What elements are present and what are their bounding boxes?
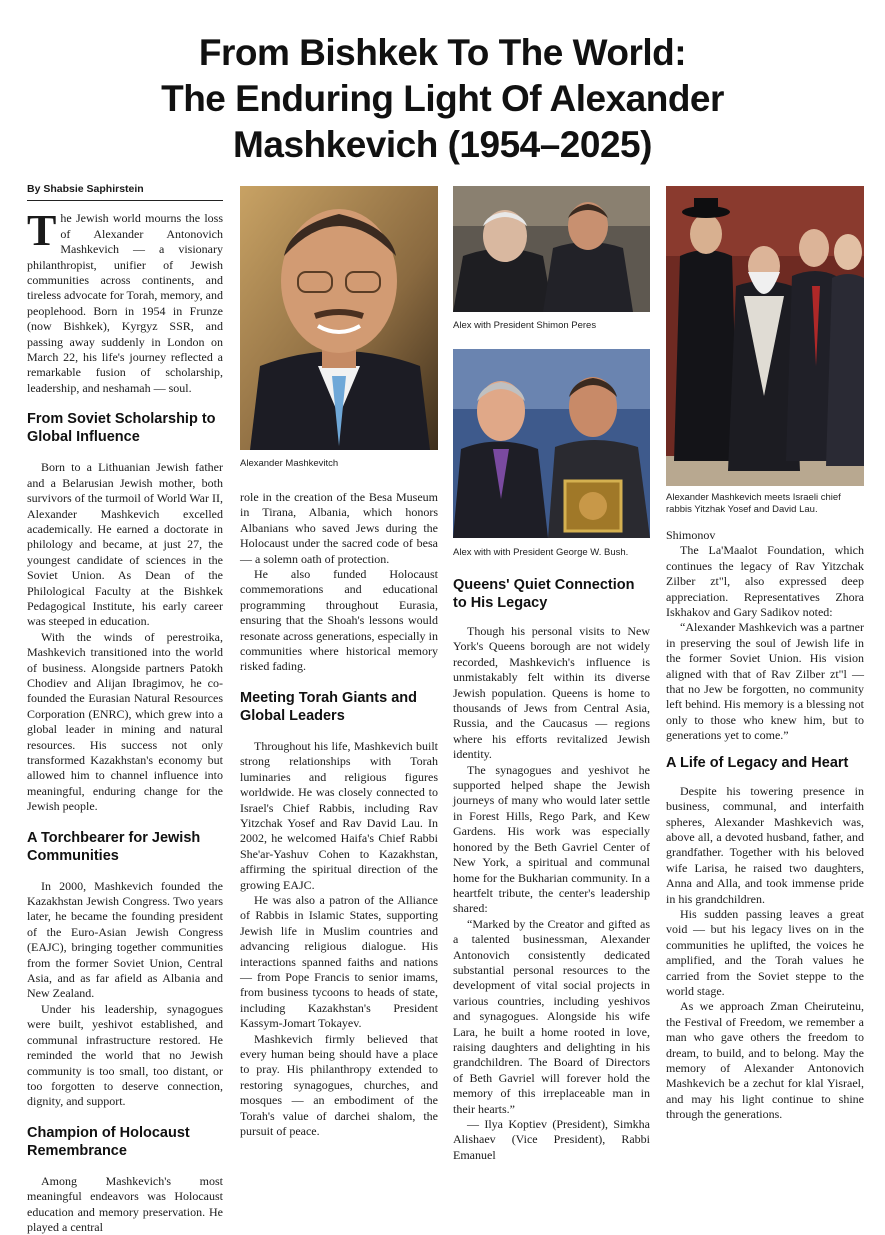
paragraph: In 2000, Mashkevich founded the Kazakhstan Jewish Congress. Two years later, he became the founding president of the Euro-Asian Jewish Congress (EAJC), bringing together communities from the former Soviet Union, Central Asia, and as far afield as Albania and New Zealand. [27, 878, 223, 1001]
byline: By Shabsie Saphirstein [27, 182, 223, 201]
paragraph: Mashkevich firmly believed that every human being should have a place to pray. His philanthropy extended to restoring synagogues, churches, and mosques — an embodiment of the Torah's value of darchei shalom, the pursuit of peace. [240, 1031, 438, 1139]
section-heading: A Life of Legacy and Heart [666, 754, 849, 771]
peres-photo [453, 186, 650, 312]
section-heading: From Soviet Scholarship to Global Influence [27, 411, 216, 446]
photo-caption: Alexander Mashkevitch [240, 458, 339, 469]
paragraph: Throughout his life, Mashkevich built strong relationships with Torah luminaries and religious figures worldwide. He was closely connected to Israel's Chief Rabbis, including Rav Yitzchak Yosef and Rav David Lau. In 2002, he welcomed Haifa's Chief Rabbi She'ar-Yashuv Cohen to Kazakhstan, affirming the spiritual direction of the growing EAJC. [240, 738, 438, 892]
paragraph: His sudden passing leaves a great void — but his legacy lives on in the communities he uplifted, the voices he amplified, and the Torah values he carried from the Soviet steppe to the world stage. [666, 906, 864, 998]
portrait-photo [240, 186, 438, 450]
paragraph: The La'Maalot Foundation, which continues the legacy of Rav Yitzchak Zilber zt"l, also expressed deep appreciation. Representatives Zhora Iskhakov and Gary Sadikov noted: [666, 543, 864, 620]
paragraph: — Ilya Koptiev (President), Simkha Alishaev (Vice President), Rabbi Emanuel [453, 1117, 650, 1162]
headline-line: The Enduring Light Of Alexander [161, 78, 724, 119]
paragraph: As we approach Zman Cheiruteinu, the Festival of Freedom, we remember a man who gave others the freedom to dream, to build, and to belong. May the memory of Alexander Antonovich Mashkevich be a zechut for klal Yisrael, and may his light continue to shine through the generations. [666, 999, 864, 1122]
paragraph: With the winds of perestroika, Mashkevich transitioned into the world of business. Alongside partners Patokh Chodiev and Alijan Ibragimov, he co-founded the Eurasian Natural Resources Corporation (ENRC), which grew into a global leader in mining and natural resources. His success not only transformed Kazakhstan's economy but allowed him to channel influence into meaningful, enduring change for the Jewish people. [27, 629, 223, 814]
section-heading: Queens' Quiet Connection to His Legacy [453, 577, 635, 611]
rabbis-photo [666, 186, 864, 486]
photo-caption: Alex with with President George W. Bush. [453, 547, 629, 558]
paragraph: Born to a Lithuanian Jewish father and a Belarusian Jewish mother, both survivors of the turmoil of World War II, Alexander Mashkevich excelled academically. He earned a doctorate in philology and became, at just 27, the youngest candidate of sciences in the Soviet Union. As Dean of the Philological Faculty at the Bishkek Pedagogical Institute, his early career was steeped in education. [27, 460, 223, 629]
column-4 [666, 528, 864, 1123]
paragraph: Under his leadership, synagogues were built, yeshivot established, and communal infrastructure restored. He reminded the world that no Jewish community is too small, too distant, or too forgotten to deserve connection, dignity, and support. [27, 1001, 223, 1109]
column-1 [27, 182, 223, 1235]
paragraph: role in the creation of the Besa Museum in Tirana, Albania, which honors Albanians who saved Jews during the Holocaust under the sacred code of besa — a solemn oath of protection. [240, 490, 438, 566]
column-3 [453, 566, 650, 1163]
paragraph: The synagogues and yeshivot he supported helped shape the Jewish journeys of many who would later settle in Forest Hills, Rego Park, and Kew Gardens. His work was especially honored by the Beth Gavriel Center of New York, a spiritual and communal home for the Bukharian community. In a heartfelt tribute, the center's leadership shared: [453, 762, 650, 916]
paragraph: “Alexander Mashkevich was a partner in preserving the soul of Jewish life in the former Soviet Union. His vision aligned with that of Rav Zilber zt"l — that no Jew be forgotten, no community left behind. His memory is a blessing not only to those who knew him, but to generations yet to come.” [666, 620, 864, 743]
drop-cap: T [27, 206, 57, 256]
headline-line: Mashkevich (1954–2025) [233, 124, 652, 165]
paragraph: He also funded Holocaust commemorations and educational programming throughout Eurasia, ensuring that the Shoah's lessons would resonate across generations, especially in communities where historical memory risked fading. [240, 567, 438, 674]
paragraph: Though his personal visits to New York's Queens borough are not widely recorded, Mashkevich's influence is unmistakably felt within its diverse Jewish population. Queens is home to thousands of Jews from Central Asia, Russia, and the Caucasus — regions where his efforts revitalized Jewish identity. [453, 624, 650, 762]
column-2 [240, 490, 438, 1139]
paragraph: “Marked by the Creator and gifted as a talented businessman, Alexander Antonovich consistently dedicated substantial personal resources to the development of vital social projects in various countries, including yeshivos and synagogues. Alongside his wife Lara, he built a home rooted in love, raising daughters and delighting in his grandchildren. The Board of Directors of Beth Gavriel will forever hold the memory of this irreplaceable man in their hearts.” [453, 916, 650, 1116]
article-headline [0, 30, 885, 168]
section-heading: A Torchbearer for Jewish Communities [27, 829, 201, 864]
section-heading: Meeting Torah Giants and Global Leaders [240, 689, 417, 724]
photo-caption: Alexander Mashkevich meets Israeli chief rabbis Yitzhak Yosef and David Lau. [666, 492, 841, 515]
headline-line: From Bishkek To The World: [198, 32, 687, 73]
paragraph: Despite his towering presence in business, communal, and interfaith spheres, Alexander Mashkevich was, above all, a devoted husband, father, and grandfather. Together with his beloved wife Larisa, he raised two daughters, Anna and Alla, and took immense pride in his grandchildren. [666, 783, 864, 906]
section-heading: Champion of Holocaust Remembrance [27, 1124, 190, 1159]
photo-caption: Alex with President Shimon Peres [453, 320, 597, 331]
intro-paragraph: The Jewish world mourns the loss of Alexander Antonovich Mashkevich — a visionary philanthropist, unifier of Jewish communities across continents, and tireless advocate for Torah, memory, and peoplehood. Born in 1954 in Frunze (now Bishkek), Kyrgyz SSR, and passing away suddenly in London on March 22, his life's journey reflected a remarkable fusion of scholarship, leadership, and neshamah — soul. [27, 206, 223, 395]
paragraph: He was also a patron of the Alliance of Rabbis in Islamic States, supporting Jewish life in Muslim countries and advancing religious dialogue. His interactions spanned faiths and nations — from Pope Francis to senior imams, from business tycoons to heads of state, including Kazakhstan's President Kassym-Jomart Tokayev. [240, 892, 438, 1031]
bush-photo [453, 349, 650, 538]
paragraph: Shimonov [666, 528, 716, 542]
paragraph: Among Mashkevich's most meaningful endeavors was Holocaust education and memory preservation. He played a central [27, 1173, 223, 1234]
